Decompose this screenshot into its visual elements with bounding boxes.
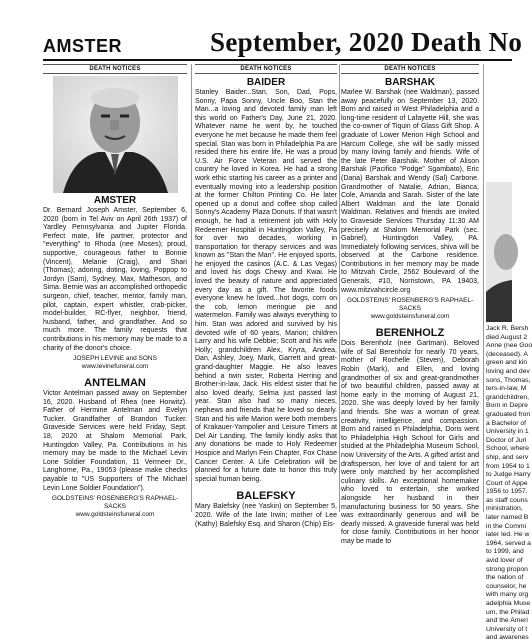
obituary-name: BERENHOLZ	[375, 327, 445, 340]
funeral-home-website: www.goldsteinsfuneral.com	[75, 511, 155, 519]
text-line: 1956 to 1957.	[486, 488, 528, 496]
text-line: ministration,	[486, 505, 523, 513]
text-line: 1964, served a	[486, 539, 531, 547]
obituary-text: Dr. Bernard Joseph Amster, September 6, 2020 (born in Tel Aviv on April 26th 1937) of Yardley Pennsylvania and Jupiter Florida. Perfect mate, life partner, protector and "everything" to Rhoda (nee Moses); proud, supportive, courageous father to Bonnie (Vincent), Melanie (Craig), and Shari (Thomas); adoring, doting, loving, Poppop to Jordyn (Sam), Sydney, Max, Matheson, and Sima. Bernie was an accomplished orthopedic surgeon, chief, teacher, mentor, family man, pilot, captain, expert whistler, crab-picker, model-builder, RC-flyer, neighbor, friend, husband, father, and grandfather. And so much more. The family requests that contributions in his memory may be made to a charity of the donor's choice.	[43, 207, 187, 352]
funeral-home-website: www.goldsteinsfuneral.com	[370, 313, 450, 321]
portrait-photo-partial	[486, 182, 512, 322]
text-line: Anne (nee Goo	[486, 342, 532, 350]
section-label: DEATH NOTICES	[195, 64, 337, 74]
obituary-name: BAIDER	[246, 77, 286, 88]
text-line: um, the Philad	[486, 608, 530, 616]
section-label: DEATH NOTICES	[43, 64, 187, 74]
text-line: Court of Appe	[486, 479, 528, 487]
text-line: green and kin	[486, 359, 528, 367]
obituary-text: Mary Balefsky (nee Yaskin) on September 5, 2020. Wife of the late Irwin; mother of Lee (Kathy) Balefsky Esq. and Sharon (Chip) Eis-	[195, 503, 337, 528]
text-line: avid lover of	[486, 557, 523, 565]
truncated-obituary-text	[486, 325, 532, 643]
text-line: ship, and serv	[486, 453, 529, 461]
text-line: ters-in-law, M	[486, 385, 527, 393]
text-line: died August 2	[486, 333, 528, 341]
text-line: to 1999, and	[486, 548, 524, 556]
obituary-name: BARSHAK	[385, 77, 435, 88]
text-line: strong propon	[486, 565, 528, 573]
funeral-home: JOSEPH LEVINE and SONS	[73, 355, 157, 363]
column-2	[195, 64, 337, 528]
text-line: later led. He w	[486, 531, 530, 539]
obituary-text: Victor Antelman passed away on September 16, 2020. Husband of Rhea (nee Horwitz). Father of Hermine Antelman and Evelyn Tucker. Grandfather of Brandon Tucker. Graveside Services were held Friday, Sept. 18, 2020 at Shalom Memorial Park, Huntingdon Valley, Pa. Contributions in his memory may be made to the Michael Levin Lone Soldier Foundation, 11 Vermeer Dr., Langhorne, Pa., 19053 (please make checks payable to "US Supporters of The Michael Levin Lone Soldier Foundation").	[43, 390, 187, 492]
obituary-name: BALEFSKY	[236, 490, 296, 503]
text-line: in the Commi	[486, 522, 527, 530]
text-line: Born in Depre	[486, 402, 528, 410]
column-3	[341, 64, 479, 545]
column-4	[486, 64, 532, 642]
text-line: a Bachelor of	[486, 419, 527, 427]
text-line: the nation of	[486, 574, 524, 582]
text-line: as staff couns	[486, 496, 528, 504]
text-line: adelphia Muse	[486, 600, 531, 607]
text-line: with many org	[486, 591, 529, 599]
column-divider	[191, 64, 192, 512]
text-line: later named B	[486, 514, 529, 522]
text-line: University in 1	[486, 428, 529, 436]
text-line: and the Ameri	[486, 617, 528, 625]
funeral-home: GOLDSTEINS' ROSENBERG'S RAPHAEL-SACKS	[346, 297, 474, 313]
page-header-title: September, 2020 Death No	[210, 27, 523, 57]
column-divider	[483, 64, 484, 512]
text-line: sons, Thomas,	[486, 376, 531, 384]
funeral-home-website: www.levinefuneral.com	[81, 363, 149, 371]
obituary-text: Stanley Baider...Stan, Son, Dad, Pops, Sonny, Papa Sonny, Uncle Boo, Stan the Man...a loving and devoted family man left this world on Father's Day, June 21, 2020. Whatever name he went by, he touched everyone he met because he made them feel special. Stan was born in Philadelphia Pa are resided there his entire life. He was a proud U.S. Air Force Veteran and served the country he loved in Korea. He had a strong work ethic starting his career as a printer and eventually moving into a leadership position at the former Chilton Printing Co. He later opened up a donut and coffee shop called Sonny's Academy Plaza Donuts. If that wasn't enough, he had a retirement job with Holy Redeemer Hospital in Huntingdon Valley, Pa for over two decades, working in transportation for therapy services and was known as "Stan the Man". He enjoyed sports, he enjoyed the casinos (A.C. & Las Vegas) and loved his dogs Chewy and Kwai. He loved the beauty of nature and appreciated every day as a gift. The favorite foods everyone knew he loved...hot dogs, corn on the cob, lemon meringue pie and watermelon. Family was always everything to him. Stan was adored and survived by his devoted wife of 60 years, Marion; children Larry and his wife Debbie; Scott and his wife Holly; grandchildren Alex, Kryra, Andrea, Dan, Ashley, Joey, Mark, Garrett and great-grand-daughter Maggie. He also leaves behind a twin sister, Roberta Herring and Brother-in-law, Jack. His eldest sister that he also loved dearly, Selma just passed last year. Stan also had so many nieces, nephews and friends that he loved so dearly. Stan and his wife Marion were both members of Krakauer-Yampolier and Leisure Timers at Del Air Landing. The family kindly asks that any donations be made to Holy Redeemer Hospice and Marlyn Fein Chapter, Fox Chase Cancer Center. A Life Celebration will be planned for a future date to honor this truly special human being.	[195, 89, 337, 483]
text-line: Doctor of Juri	[486, 436, 527, 444]
text-line: (deceased). A	[486, 350, 528, 358]
text-line: grandchildren,	[486, 393, 530, 401]
text-line: graduated fron	[486, 410, 531, 418]
obituary-text: Dois Berenholz (nee Gartman). Beloved wife of Sal Berenholz for nearly 70 years, mother of Rochelle (Steven), Deborah Robin (Mark), and Ellen, and loving grandmother of six and great-grandmother of two beautiful children, passed away at home early in the morning of August 21, 2020. She was deeply loved by her family and friends. She was a woman of great creativity, intelligence, and compassion. Born and raised in Philadelphia, Doris went to Philadelphia High School for Girls and studied at the Philadelphia Museum School, now University of the Arts. A gifted artist and draftsperson, her love of and talent for art were only matched by her accomplished culinary skills. An exceptional homemaker who loved to entertain, she worked alongside her husband in their manufacturing business for 50 years. She was extraordinarily generous and will be dearly missed. A graveside funeral was held for close family. Contributions in her honor may be made to	[341, 340, 479, 545]
obituary-text: Marlee W. Barshak (nee Waldman), passed away peacefully on September 13, 2020. Born and raised in West Philadelphia and a long-time resident of Lafayette Hill, she was the co-owner of Tiquin of Glass Gift Shop. A graduate of Lower Merion High School and Harcum College, she will be sadly missed by many loving family and friends. Wife of the late Peter Barshak. Mother of Alison Barshak (Pacifico "Podge" Sgambato), Eric (Dana) Barshak and Wendy (Sal) Carbone. Grandmother of Natalie, Adrian, Bianca, Cole, Amanda and Sarah. Sister of the late Albert Waldman and the late Donald Waldman. Relatives and friends are invited to Graveside Services Thursday 11:30 AM precisely at Shalom Memorial Park (sec. Gabriel), Huntingdon Valley, PA. Immediately following services, shiva will be observed at the Carbone residence. Contributions in her memory may be made to Mitzvah Circle, 2562 Boulevard of the Generals, #10, Norristown, PA 19403, www.mitzvahcircle.org	[341, 89, 479, 294]
text-line: to Judge Harry	[486, 471, 531, 479]
text-line: from 1954 to 1	[486, 462, 530, 470]
section-label: DEATH NOTICES	[341, 64, 479, 74]
header-rule	[43, 59, 512, 61]
obituary-name: AMSTER	[93, 195, 137, 206]
text-line: loving and dev	[486, 367, 530, 375]
funeral-home: GOLDSTEINS' ROSENBERG'S RAPHAEL-SACKS	[51, 495, 179, 511]
text-line: counselor, he	[486, 582, 527, 590]
text-line: University of t	[486, 625, 528, 633]
column-divider	[339, 64, 340, 512]
column-1	[43, 64, 187, 519]
page-header-left: AMSTER	[43, 36, 122, 56]
obituary-name: ANTELMAN	[84, 377, 146, 390]
text-line: Jack R. Bersh	[486, 325, 529, 332]
text-line: and awarenes	[486, 634, 529, 642]
portrait-photo	[53, 76, 178, 193]
text-line: School, where	[486, 445, 530, 453]
